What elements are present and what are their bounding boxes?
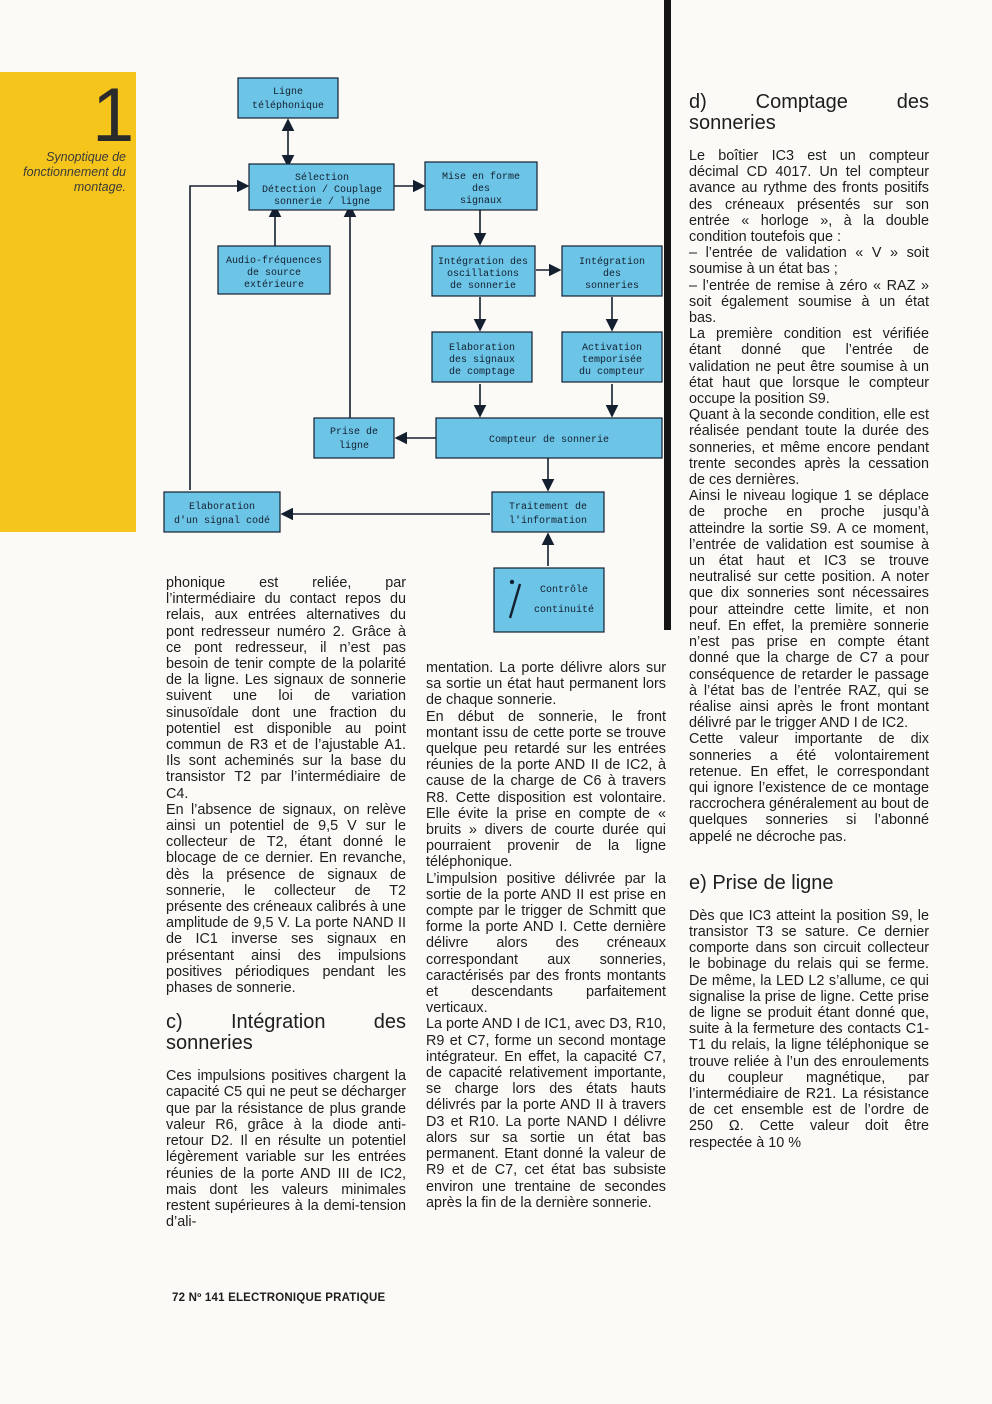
box-selection <box>249 164 394 210</box>
svg-text:Elaboration: Elaboration <box>448 343 516 354</box>
svg-text:Activation: Activation <box>581 343 643 354</box>
svg-text:Prise de: Prise de <box>329 427 379 438</box>
paragraph: En l’absence de signaux, on relève ainsi un potentiel de 9,5 V sur le collecteur de T2, étant donné le blocage de ce dernier. En revanche, dès la présence de signaux de sonnerie, le collecteur de T2 présente des créneaux calibrés à une amplitude de 9,5 V. La porte NAND II de IC1 inverse ses signaux en présentant ainsi des impulsions positives périodiques pendant les phases de sonnerie. <box>166 801 406 997</box>
section-heading-e: e) Prise de ligne <box>689 871 834 894</box>
paragraph: phonique est reliée, par l’intermédiaire du contact repos du relais, aux entrées alternatives du pont redresseur numéro 2. Grâce à ce pont redresseur, il n’est pas besoin de tenir compte de la polarité de la ligne. Les signaux de sonnerie suivent une loi de variation sinusoïdale dont une fraction du potentiel est disponible au point commun de R3 et de l’ajustable A1. Ils sont acheminés sur la base du transistor T2 par l’intermédiaire de C4. <box>166 575 406 802</box>
figure-number: 1 <box>92 73 135 158</box>
svg-text:Détection / Couplage: Détection / Couplage <box>261 185 383 196</box>
box-prise-de-ligne <box>314 418 394 458</box>
paragraph: En début de sonnerie, le front montant issu de cette porte se trouve quelque peu retardé sur les entrées réunies de la porte AND II de IC2, à cause de la charge de C6 à travers R8. Cette disposition est volontaire. Elle évite la prise en compte de « bruits » divers de courte durée qui pourraient provenir de la ligne téléphonique. <box>426 708 666 871</box>
box-compteur-de-sonnerie <box>436 418 662 458</box>
box-controle-continuite <box>494 568 604 632</box>
box-activation-temporisee <box>562 332 662 382</box>
paragraph: Ainsi le niveau logique 1 se déplace de proche en proche jusqu’à atteindre la sortie S9. A ce moment, l’entrée de validation est soumise à un état haut et IC3 se trouve neutralisé sur cette position. A noter que dix sonneries sont nécessaires pour atteindre cette limite, et non neuf. En effet, la première sonnerie n’est pas prise en compte étant donné que la charge de C7 a pour conséquence de retarder le passage à l’état bas de l’entrée RAZ, qui se réalise ainsi après le front montant délivré par le trigger AND I de IC2. <box>689 488 929 732</box>
box-traitement-information <box>492 492 604 532</box>
figure-caption: Synoptique de fonctionnement du montage. <box>23 150 126 194</box>
svg-text:l'information: l'information <box>508 516 588 527</box>
box-ligne-telephonique <box>238 78 338 118</box>
svg-text:Traitement de: Traitement de <box>508 502 588 513</box>
paragraph: – l’entrée de remise à zéro « RAZ » soit également soumise à un état bas. <box>689 277 929 327</box>
svg-text:sonneries: sonneries <box>584 281 640 292</box>
page-footer: 72 Nº 141 ELECTRONIQUE PRATIQUE <box>172 1292 386 1304</box>
svg-text:téléphonique: téléphonique <box>251 101 325 112</box>
svg-text:ligne: ligne <box>338 441 370 452</box>
box-elaboration-comptage <box>432 332 532 382</box>
column-1 <box>166 575 406 1230</box>
svg-text:d'un signal codé: d'un signal codé <box>173 516 271 527</box>
svg-text:Audio-fréquences: Audio-fréquences <box>225 256 323 267</box>
column-2 <box>426 660 666 1211</box>
paragraph: – l’entrée de validation « V » soit soumise à un état bas ; <box>689 245 929 278</box>
svg-text:des: des <box>602 269 622 280</box>
svg-text:de sonnerie: de sonnerie <box>449 281 517 292</box>
paragraph: La première condition est vérifiée étant donné que l’entrée de validation ne peut être soumise à un état haut que lorsque le compteur occupe la position S9. <box>689 326 929 408</box>
paragraph: L’impulsion positive délivrée par la sortie de la porte AND II est prise en compte par le trigger de Schmitt que forme la porte AND I. Cette dernière délivre alors des créneaux correspondant aux sonneries, caractérisés par des fronts montants et descendants parfaitement verticaux. <box>426 870 666 1017</box>
paragraph: Ces impulsions positives chargent la capacité C5 qui ne peut se décharger que par la résistance de plus grande valeur R6, grâce à la diode anti-retour D2. Il en résulte un potentiel légèrement variable sur les entrées réunies de la porte AND III de IC2, mais dont les valeurs minimales restent supérieures à la demi-tension d’ali- <box>166 1068 406 1231</box>
svg-text:Compteur de sonnerie: Compteur de sonnerie <box>488 435 610 446</box>
svg-text:des signaux: des signaux <box>448 355 516 366</box>
section-heading-d: d) Comptage des sonneries <box>689 91 929 134</box>
column-3 <box>689 76 929 1151</box>
box-integration-sonneries <box>562 246 662 296</box>
paragraph: Le boîtier IC3 est un compteur décimal CD 4017. Un tel compteur avance au rythme des fronts positifs des créneaux présentés sur son entrée « horloge », à la double condition toutefois que : <box>689 148 929 246</box>
svg-text:Intégration: Intégration <box>578 257 646 268</box>
paragraph: Cette valeur importante de dix sonneries a été volontairement retenue. En effet, le correspondant qui ignore l’existence de ce montage raccrochera généralement au bout de quelques sonneries si l’abonné appelé ne décroche pas. <box>689 731 929 845</box>
svg-text:Mise en forme: Mise en forme <box>441 172 521 183</box>
svg-text:sonnerie / ligne: sonnerie / ligne <box>273 197 371 208</box>
section-heading-c: c) Intégration des sonneries <box>166 1011 406 1055</box>
svg-text:temporisée: temporisée <box>581 355 643 366</box>
svg-text:continuité: continuité <box>533 605 595 616</box>
box-integration-oscillations <box>432 246 535 296</box>
box-elaboration-signal-code <box>164 492 280 532</box>
box-mise-en-forme <box>425 162 537 210</box>
svg-text:signaux: signaux <box>459 196 503 207</box>
svg-text:Intégration des: Intégration des <box>437 257 529 268</box>
svg-text:oscillations: oscillations <box>446 269 520 280</box>
svg-text:du compteur: du compteur <box>578 367 646 378</box>
paragraph: Quant à la seconde condition, elle est réalisée pendant toute la durée des sonneries, et même encore pendant trente secondes après la cessation de ces dernières. <box>689 407 930 489</box>
edge-elab-code-selection <box>190 186 248 490</box>
paragraph: mentation. La porte délivre alors sur sa sortie un état haut permanent lors de chaque sonnerie. <box>426 660 666 709</box>
box-audio-frequences <box>218 246 330 294</box>
svg-text:de comptage: de comptage <box>448 367 516 378</box>
svg-text:Elaboration: Elaboration <box>188 502 256 513</box>
svg-text:Sélection: Sélection <box>294 173 350 184</box>
paragraph: Dès que IC3 atteint la position S9, le transistor T3 se sature. Ce dernier comporte dans son circuit collecteur le bobinage du relais qui se ferme. De même, la LED L2 s’allume, ce qui signalise la prise de ligne. Cette prise de ligne se produit étant donné que, suite à la fermeture des contacts C1-T1 du relais, la ligne téléphonique se trouve reliée à l’un des enroulements du coupleur magnétique, par l’intermédiaire de R21. La résistance de cet ensemble est de l’ordre de 250 Ω. Cette valeur doit être respectée à 10 % <box>689 907 929 1151</box>
svg-text:Contrôle: Contrôle <box>539 585 589 596</box>
svg-text:des: des <box>471 184 491 195</box>
svg-text:extérieure: extérieure <box>243 280 305 291</box>
svg-text:Ligne: Ligne <box>272 87 304 98</box>
svg-text:de source: de source <box>246 268 302 279</box>
paragraph: La porte AND I de IC1, avec D3, R10, R9 et C7, forme un second montage intégrateur. En effet, la capacité C7, de capacité relativement importante, se charge lors des états hauts délivrés par la porte AND II à travers D3 et R10. La porte NAND I délivre alors sur sa sortie un état bas permanent. Etant donné la valeur de R9 et de C7, cet état bas subsiste environ une trentaine de secondes après la fin de la dernière sonnerie. <box>426 1016 666 1211</box>
